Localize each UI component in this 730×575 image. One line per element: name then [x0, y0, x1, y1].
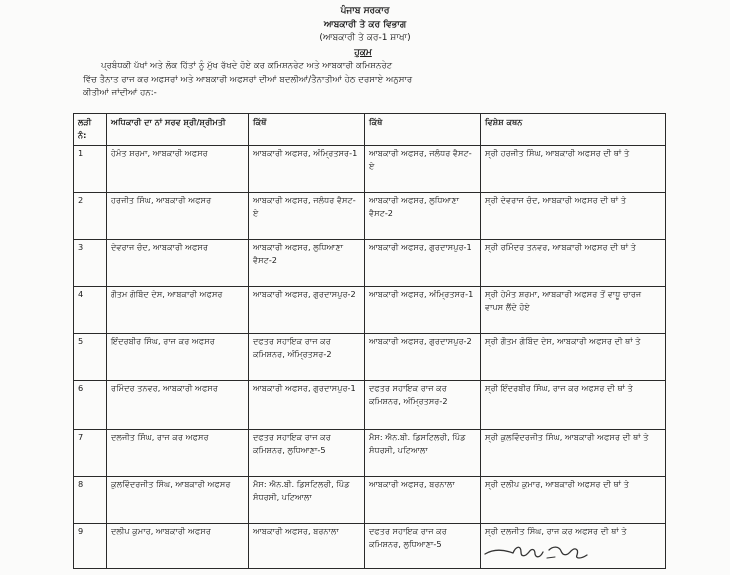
cell-officer: ਗੌਤਮ ਗੋਬਿੰਦ ਦੇਸ, ਆਬਕਾਰੀ ਅਫਸਰ	[107, 287, 249, 334]
cell-officer: ਦਲੀਪ ਕੁਮਾਰ, ਆਬਕਾਰੀ ਅਫਸਰ	[107, 524, 249, 569]
cell-from: ਦਫਤਰ ਸਹਾਇਕ ਰਾਜ ਕਰ ਕਮਿਸ਼ਨਰ, ਅੰਮ੍ਰਿਤਸਰ-2	[249, 334, 365, 381]
cell-remarks: ਸ੍ਰੀ ਇੰਦਰਬੀਰ ਸਿੰਘ, ਰਾਜ ਕਰ ਅਫਸਰ ਦੀ ਥਾਂ ਤੇ	[481, 381, 666, 430]
cell-from: ਆਬਕਾਰੀ ਅਫਸਰ, ਗੁਰਦਾਸਪੁਰ-1	[249, 381, 365, 430]
cell-officer: ਇੰਦਰਬੀਰ ਸਿੰਘ, ਰਾਜ ਕਰ ਅਫਸਰ	[107, 334, 249, 381]
col-header-remarks: ਵਿਸ਼ੇਸ਼ ਕਥਨ	[481, 114, 666, 146]
cell-to: ਆਬਕਾਰੀ ਅਫਸਰ, ਲੁਧਿਆਣਾ ਵੈਸਟ-2	[365, 193, 481, 240]
table-row	[74, 146, 666, 193]
cell-remarks: ਸ੍ਰੀ ਰਮਿੰਦਰ ਤਨਵਰ, ਆਬਕਾਰੀ ਅਫਸਰ ਦੀ ਥਾਂ ਤੇ	[481, 240, 666, 287]
cell-officer: ਰਮਿੰਦਰ ਤਨਵਰ, ਆਬਕਾਰੀ ਅਫਸਰ	[107, 381, 249, 430]
cell-from: ਆਬਕਾਰੀ ਅਫਸਰ, ਗੁਰਦਾਸਪੁਰ-2	[249, 287, 365, 334]
cell-to: ਆਬਕਾਰੀ ਅਫਸਰ, ਗੁਰਦਾਸਪੁਰ-2	[365, 334, 481, 381]
cell-to: ਦਫਤਰ ਸਹਾਇਕ ਰਾਜ ਕਰ ਕਮਿਸ਼ਨਰ, ਲੁਧਿਆਣਾ-5	[365, 524, 481, 569]
cell-serial: 6	[74, 381, 107, 430]
transfer-table	[73, 113, 666, 569]
table-row	[74, 193, 666, 240]
cell-officer: ਦੇਵਰਾਜ ਚੰਦ, ਆਬਕਾਰੀ ਅਫਸਰ	[107, 240, 249, 287]
cell-to: ਆਬਕਾਰੀ ਅਫਸਰ, ਅੰਮ੍ਰਿਤਸਰ-1	[365, 287, 481, 334]
cell-serial: 7	[74, 430, 107, 477]
cell-to: ਮੈਸ: ਐਨ.ਬੀ. ਡਿਸਟਿਲਰੀ, ਪਿੰਡ ਸੰਧਰਸੀ, ਪਟਿਆਲਾ	[365, 430, 481, 477]
cell-from: ਆਬਕਾਰੀ ਅਫਸਰ, ਲੁਧਿਆਣਾ ਵੈਸਟ-2	[249, 240, 365, 287]
col-header-to: ਕਿੱਥੇ	[365, 114, 481, 146]
order-title: ਹੁਕਮ	[354, 48, 372, 58]
cell-serial: 2	[74, 193, 107, 240]
table-row	[74, 287, 666, 334]
cell-officer: ਹੇਮੰਤ ਸ਼ਰਮਾ, ਆਬਕਾਰੀ ਅਫਸਰ	[107, 146, 249, 193]
cell-remarks: ਸ੍ਰੀ ਕੁਲਵਿੰਦਰਜੀਤ ਸਿੰਘ, ਆਬਕਾਰੀ ਅਫਸਰ ਦੀ ਥਾਂ ਤੇ	[481, 430, 666, 477]
cell-remarks: ਸ੍ਰੀ ਗੌਤਮ ਗੋਬਿੰਦ ਦੇਸ, ਆਬਕਾਰੀ ਅਫਸਰ ਦੀ ਥਾਂ ਤੇ	[481, 334, 666, 381]
signature-mark	[483, 540, 593, 568]
table-row	[74, 240, 666, 287]
cell-officer: ਦਲਜੀਤ ਸਿੰਘ, ਰਾਜ ਕਰ ਅਫਸਰ	[107, 430, 249, 477]
cell-remarks: ਸ੍ਰੀ ਹਰਜੀਤ ਸਿੰਘ, ਆਬਕਾਰੀ ਅਫਸਰ ਦੀ ਥਾਂ ਤੇ	[481, 146, 666, 193]
cell-to: ਆਬਕਾਰੀ ਅਫਸਰ, ਬਰਨਾਲਾ	[365, 477, 481, 524]
intro-paragraph	[83, 60, 663, 101]
cell-from: ਆਬਕਾਰੀ ਅਫਸਰ, ਜਲੰਧਰ ਵੈਸਟ-ਏ	[249, 193, 365, 240]
cell-remarks: ਸ੍ਰੀ ਦਲਜੀਤ ਸਿੰਘ, ਰਾਜ ਕਰ ਅਫਸਰ ਦੀ ਥਾਂ ਤੇ	[481, 524, 666, 569]
cell-serial: 3	[74, 240, 107, 287]
cell-officer: ਹਰਜੀਤ ਸਿੰਘ, ਆਬਕਾਰੀ ਅਫਸਰ	[107, 193, 249, 240]
cell-serial: 9	[74, 524, 107, 569]
government-title: ਪੰਜਾਬ ਸਰਕਾਰ	[340, 6, 390, 16]
table-row	[74, 334, 666, 381]
intro-line-1: ਪ੍ਰਬੰਧਕੀ ਪੱਖਾਂ ਅਤੇ ਲੋਕ ਹਿੱਤਾਂ ਨੂੰ ਮੁੱਖ ਰੱਖਦੇ ਹੋਏ ਕਰ ਕਮਿਸ਼ਨਰੇਟ ਅਤੇ ਆਬਕਾਰੀ ਕਮਿਸ਼ਨਰੇਟ	[101, 61, 393, 71]
col-header-officer: ਅਧਿਕਾਰੀ ਦਾ ਨਾਂ ਸਰਵ ਸ਼੍ਰੀ/ਸ਼੍ਰੀਮਤੀ	[107, 114, 249, 146]
cell-from: ਦਫਤਰ ਸਹਾਇਕ ਰਾਜ ਕਰ ਕਮਿਸ਼ਨਰ, ਲੁਧਿਆਣਾ-5	[249, 430, 365, 477]
cell-serial: 4	[74, 287, 107, 334]
cell-from: ਮੈਸ: ਐਨ.ਬੀ. ਡਿਸਟਿਲਰੀ, ਪਿੰਡ ਸੰਧਰਸੀ, ਪਟਿਆਲਾ	[249, 477, 365, 524]
cell-serial: 1	[74, 146, 107, 193]
cell-serial: 5	[74, 334, 107, 381]
table-row	[74, 381, 666, 430]
cell-from: ਆਬਕਾਰੀ ਅਫਸਰ, ਬਰਨਾਲਾ	[249, 524, 365, 569]
col-header-serial: ਲੜੀ ਨੰ:	[74, 114, 107, 146]
table-header-row	[74, 114, 666, 146]
cell-officer: ਕੁਲਵਿੰਦਰਜੀਤ ਸਿੰਘ, ਆਬਕਾਰੀ ਅਫਸਰ	[107, 477, 249, 524]
intro-line-2: ਵਿੱਚ ਤੈਨਾਤ ਰਾਜ ਕਰ ਅਫਸਰਾਂ ਅਤੇ ਆਬਕਾਰੀ ਅਫਸਰਾਂ ਦੀਆਂ ਬਦਲੀਆਂ/ਤੈਨਾਤੀਆਂ ਹੇਠ ਦਰਸਾਏ ਅਨੁਸਾਰ	[83, 74, 413, 85]
department-title: ਆਬਕਾਰੀ ਤੇ ਕਰ ਵਿਭਾਗ	[323, 20, 407, 30]
cell-remarks: ਸ੍ਰੀ ਹੇਮੰਤ ਸ਼ਰਮਾ, ਆਬਕਾਰੀ ਅਫਸਰ ਤੋਂ ਵਾਧੂ ਚਾਰਜ ਵਾਪਸ ਲੈਂਦੇ ਹੋਏ	[481, 287, 666, 334]
cell-to: ਦਫਤਰ ਸਹਾਇਕ ਰਾਜ ਕਰ ਕਮਿਸ਼ਨਰ, ਅੰਮ੍ਰਿਤਸਰ-2	[365, 381, 481, 430]
cell-remarks: ਸ੍ਰੀ ਦੇਵਰਾਜ ਚੰਦ, ਆਬਕਾਰੀ ਅਫਸਰ ਦੀ ਥਾਂ ਤੇ	[481, 193, 666, 240]
cell-remarks: ਸ੍ਰੀ ਦਲੀਪ ਕੁਮਾਰ, ਆਬਕਾਰੀ ਅਫਸਰ ਦੀ ਥਾਂ ਤੇ	[481, 477, 666, 524]
table-row	[74, 477, 666, 524]
cell-to: ਆਬਕਾਰੀ ਅਫਸਰ, ਜਲੰਧਰ ਵੈਸਟ-ਏ	[365, 146, 481, 193]
cell-to: ਆਬਕਾਰੀ ਅਫਸਰ, ਗੁਰਦਾਸਪੁਰ-1	[365, 240, 481, 287]
table-row	[74, 430, 666, 477]
col-header-from: ਕਿੱਥੋਂ	[249, 114, 365, 146]
branch-title: (ਆਬਕਾਰੀ ਤੇ ਕਰ-1 ਸ਼ਾਖਾ)	[319, 33, 411, 43]
cell-from: ਆਬਕਾਰੀ ਅਫਸਰ, ਅੰਮ੍ਰਿਤਸਰ-1	[249, 146, 365, 193]
intro-line-3: ਕੀਤੀਆਂ ਜਾਂਦੀਆਂ ਹਨ:-	[83, 88, 157, 98]
cell-serial: 8	[74, 477, 107, 524]
